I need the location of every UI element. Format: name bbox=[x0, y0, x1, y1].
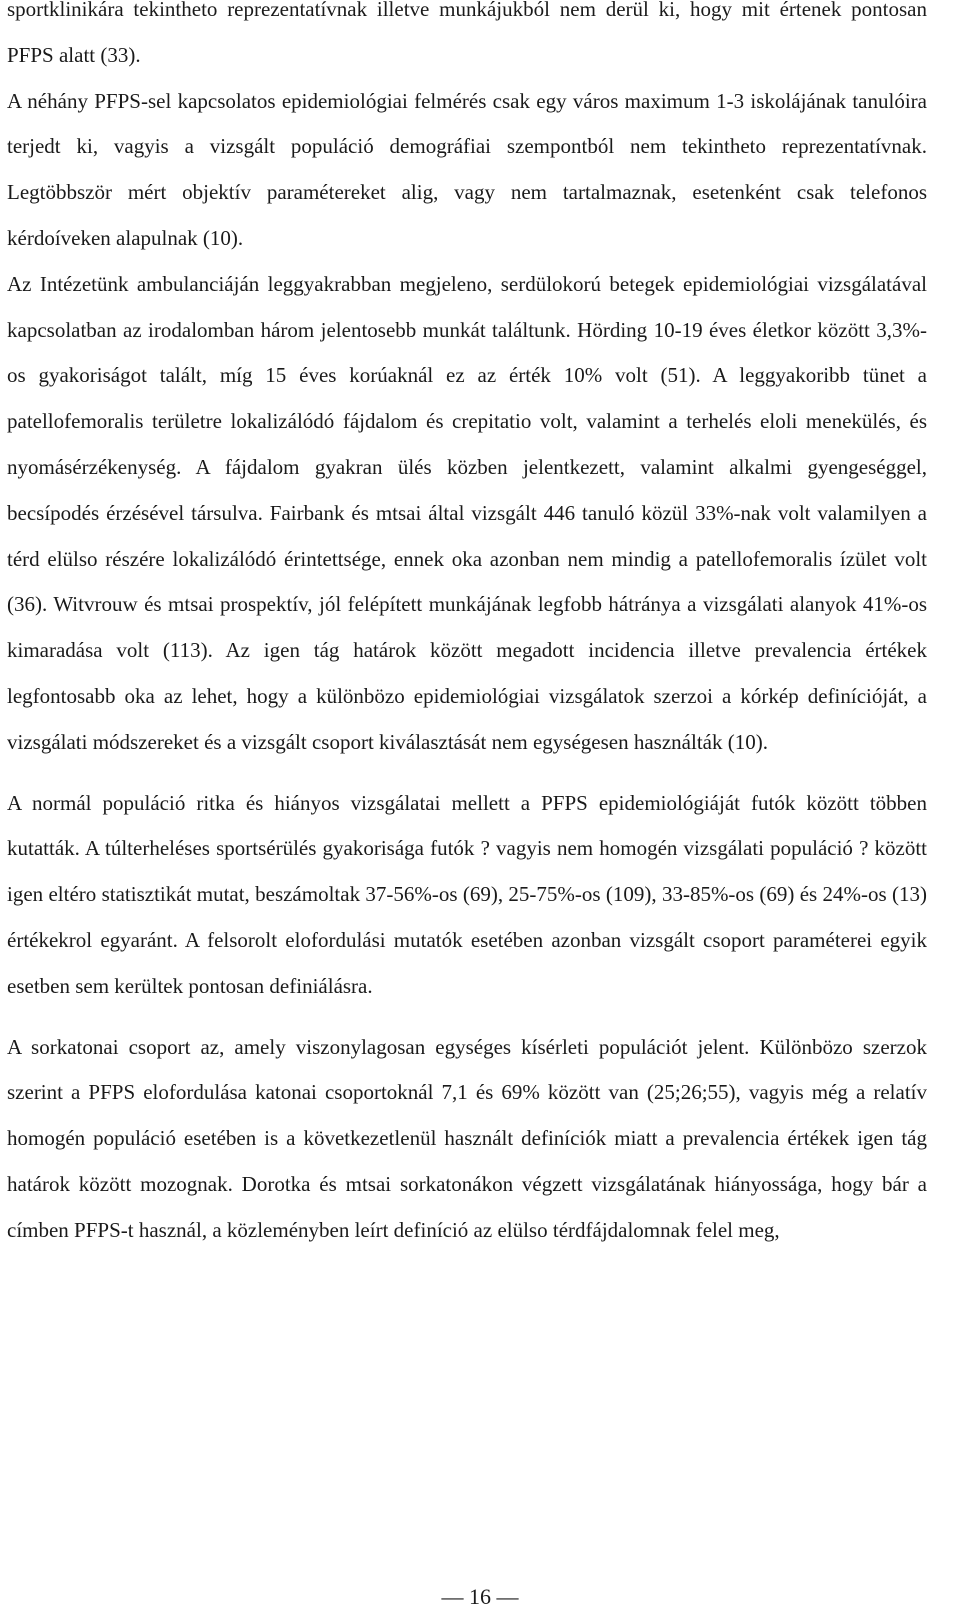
paragraph-military: A sorkatonai csoport az, amely viszonylagosan egységes kísérleti populációt jelent. Különbözo szerzok szerint a PFPS elofordulása katonai csoportoknál 7,1 és 69% között van (25;26;55), vagyis még a relatív homogén populáció esetében is a következetlenül használt definíciók miatt a prevalencia értékek igen tág határok között mozognak. Dorotka és mtsai sorkatonákon végzett vizsgálatának hiányossága, hogy bár a címben PFPS-t használ, a közleményben leírt definíció az elülso térdfájdalomnak felel meg, bbox=[7, 1034, 927, 1242]
paragraph-continuation: sportklinikára tekintheto reprezentatívnak illetve munkájukból nem derül ki, hogy mit értenek pontosan PFPS alatt (33). bbox=[7, 0, 927, 67]
paragraph-adolescent-studies: Az Intézetünk ambulanciáján leggyakrabban megjeleno, serdülokorú betegek epidemiológiai vizsgálatával kapcsolatban az irodalomban három jelentosebb munkát találtunk. Hörding 10-19 éves életkor között 3,3%-os gyakoriságot talált, míg 15 éves korúaknál ez az érték 10% volt (51). A leggyakoribb tünet a patellofemoralis területre lokalizálódó fájdalom és crepitatio volt, valamint a terhelés eloli menekülés, és nyomásérzékenység. A fájdalom gyakran ülés közben jelentkezett, valamint alkalmi gyengeséggel, becsípodés érzésével társulva. Fairbank és mtsai által vizsgált 446 tanuló közül 33%-nak volt valamilyen a térd elülso részére lokalizálódó érintettsége, ennek oka azonban nem mindig a patellofemoralis ízület volt (36). Witvrouw és mtsai prospektív, jól felépített munkájának legfobb hátránya a vizsgálati alanyok 41%-os kimaradása volt (113). Az igen tág határok között megadott incidencia illetve prevalencia értékek legfontosabb oka az lehet, hogy a különbözo epidemiológiai vizsgálatok szerzoi a kórkép definícióját, a vizsgálati módszereket és a vizsgált csoport kiválasztását nem egységesen használták (10). bbox=[7, 271, 927, 754]
document-page bbox=[7, 0, 927, 1254]
page-number: — 16 — bbox=[441, 1584, 519, 1609]
paragraph-epidemiology-surveys: A néhány PFPS-sel kapcsolatos epidemiológiai felmérés csak egy város maximum 1-3 iskolájának tanulóira terjedt ki, vagyis a vizsgált populáció demográfiai szempontból nem tekintheto reprezentatívnak. Legtöbbször mért objektív paramétereket alig, vagy nem tartalmaznak, esetenként csak telefonos kérdoíveken alapulnak (10). bbox=[7, 88, 927, 250]
paragraph-runners: A normál populáció ritka és hiányos vizsgálatai mellett a PFPS epidemiológiáját futók között többen kutatták. A túlterheléses sportsérülés gyakorisága futók ? vagyis nem homogén vizsgálati populáció ? között igen eltéro statisztikát mutat, beszámoltak 37-56%-os (69), 25-75%-os (109), 33-85%-os (69) és 24%-os (13) értékekrol egyaránt. A felsorolt elofordulási mutatók esetében azonban vizsgált csoport paraméterei egyik esetben sem kerültek pontosan definiálásra. bbox=[7, 790, 927, 998]
